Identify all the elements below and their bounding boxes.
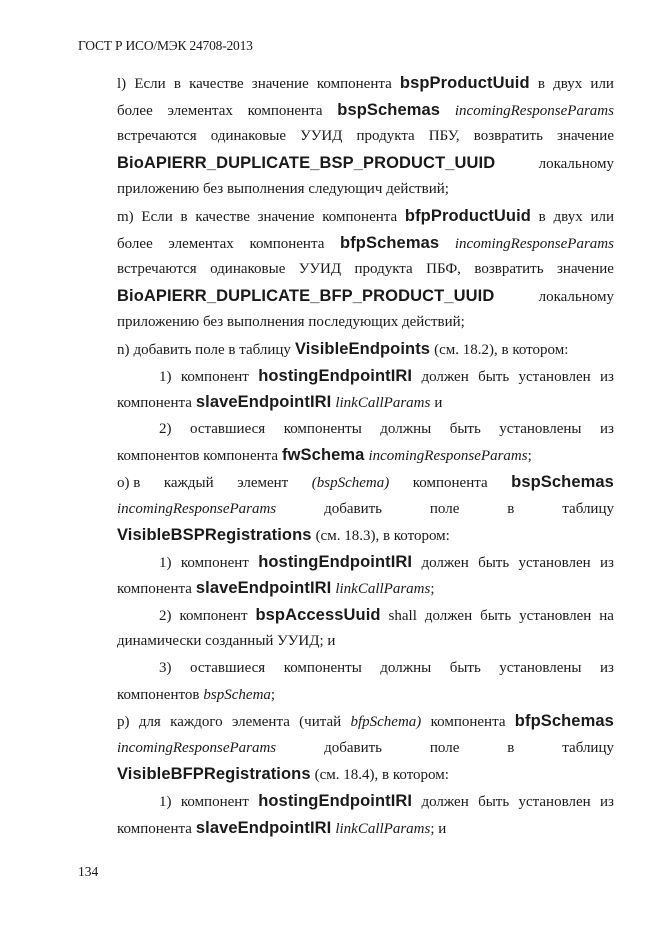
param-name: incomingResponseParams xyxy=(454,102,614,119)
text: компонента xyxy=(249,235,325,252)
identifier: bspProductUuid xyxy=(399,74,530,92)
text: из xyxy=(599,794,614,811)
text: должны xyxy=(380,420,432,437)
text: компонента xyxy=(322,208,398,225)
subitem-marker: 3) xyxy=(159,660,172,677)
subitem-marker: 1) xyxy=(159,794,172,811)
text: таблицу xyxy=(562,500,614,517)
item-n-line-1 xyxy=(117,336,614,363)
text: значение xyxy=(251,76,309,92)
section-reference: (см. 18.2), в котором: xyxy=(434,341,569,358)
identifier: bspSchemas xyxy=(337,100,441,119)
item-p-sub1-line-1 xyxy=(117,788,614,815)
text: ; xyxy=(527,448,532,465)
item-o-sub1-line-2 xyxy=(117,575,614,602)
item-marker: o) в xyxy=(117,474,141,491)
text: компоненты xyxy=(283,420,362,437)
item-n-sub1-line-1 xyxy=(117,363,614,390)
section-reference: (см. 18.4), в котором: xyxy=(314,767,449,784)
item-p-line-2 xyxy=(117,735,614,762)
text: продукта xyxy=(356,128,415,145)
text: компонент xyxy=(180,368,249,385)
text: ; и xyxy=(430,820,447,837)
text: элемента xyxy=(231,714,290,731)
text: должен xyxy=(424,607,473,624)
text: локальному xyxy=(538,155,614,172)
identifier: fwSchema xyxy=(282,446,365,465)
item-m-line-1 xyxy=(117,203,614,230)
item-l-line-4 xyxy=(117,150,614,177)
text: более xyxy=(117,102,153,119)
text: быть xyxy=(478,554,510,571)
item-o-sub2-line-2 xyxy=(117,628,614,655)
identifier: bspSchemas xyxy=(511,472,614,491)
text: быть xyxy=(449,660,481,677)
item-m-line-2 xyxy=(117,230,614,257)
text: Если xyxy=(141,208,173,225)
subitem-marker: 2) xyxy=(159,607,172,624)
item-l-line-3 xyxy=(117,123,614,150)
text: качестве xyxy=(189,76,244,92)
section-reference: (см. 18.3), в котором: xyxy=(315,528,450,545)
text: ; xyxy=(430,581,435,598)
text: добавить поле в таблицу xyxy=(133,341,291,358)
item-marker: l) xyxy=(117,76,127,92)
subitem-marker: 1) xyxy=(159,554,172,571)
text: компонент xyxy=(179,607,248,624)
text: элементах xyxy=(168,235,234,252)
text: динамически созданный УУИД; и xyxy=(117,633,336,650)
param-name: incomingResponseParams xyxy=(117,500,277,517)
text: компонентов компонента xyxy=(117,448,279,465)
text: оставшиеся xyxy=(190,660,266,677)
text: значение xyxy=(257,208,315,225)
item-p-line-1 xyxy=(117,708,614,735)
text: в xyxy=(538,208,546,225)
text: должен xyxy=(421,368,469,385)
item-p-line-3 xyxy=(117,761,614,788)
identifier: hostingEndpointIRI xyxy=(258,366,413,385)
item-m-line-4 xyxy=(117,283,614,310)
text: быть xyxy=(449,420,481,437)
item-l-line-2 xyxy=(117,97,614,124)
text: УУИД xyxy=(300,128,343,145)
item-marker: m) xyxy=(117,208,134,225)
text: должен xyxy=(421,554,469,571)
identifier: bspAccessUuid xyxy=(255,605,381,624)
text: ПБУ, xyxy=(428,128,460,145)
text: для xyxy=(138,714,161,731)
item-o-sub3-line-1 xyxy=(117,655,614,682)
subitem-marker: 1) xyxy=(159,368,172,385)
text: поле xyxy=(429,500,460,517)
text: таблицу xyxy=(562,739,614,756)
text: или xyxy=(590,76,614,92)
item-marker: p) xyxy=(117,714,130,731)
text: приложению без выполнения следующич действий; xyxy=(117,181,449,198)
text: в xyxy=(507,500,515,517)
item-n-sub1-line-2 xyxy=(117,389,614,416)
text: или xyxy=(590,208,614,225)
param-name: linkCallParams xyxy=(335,581,431,598)
text: установлен xyxy=(518,368,591,385)
text: добавить xyxy=(324,500,382,517)
identifier: bfpSchemas xyxy=(514,712,614,731)
text: более xyxy=(117,235,153,252)
table-name: VisibleEndpoints xyxy=(294,339,431,358)
text: значение xyxy=(557,261,614,278)
text: ; xyxy=(270,686,276,703)
text: добавить xyxy=(324,739,382,756)
text: элемент xyxy=(237,474,289,491)
text: из xyxy=(599,368,614,385)
item-o-line-2 xyxy=(117,496,614,523)
error-code: BioAPIERR_DUPLICATE_BFP_PRODUCT_UUID xyxy=(117,286,495,305)
text: компонента xyxy=(430,714,506,731)
text: shall xyxy=(388,607,417,624)
text: из xyxy=(600,420,614,437)
text: компонент xyxy=(180,554,249,571)
text: быть xyxy=(478,794,510,811)
param-name: bfpSchema) xyxy=(350,714,422,731)
item-p-sub1-line-2 xyxy=(117,815,614,842)
text: локальному xyxy=(538,288,614,305)
text: компонента xyxy=(117,820,192,837)
text: должен xyxy=(421,794,469,811)
identifier: hostingEndpointIRI xyxy=(258,792,413,811)
text: в xyxy=(507,739,515,756)
text: возвратить xyxy=(473,128,543,145)
text: каждый xyxy=(163,474,214,491)
text: из xyxy=(599,554,614,571)
param-name: linkCallParams xyxy=(335,820,431,837)
text: быть xyxy=(478,368,510,385)
item-l-line-1 xyxy=(117,70,614,97)
text: двух xyxy=(553,76,583,92)
text: приложению без выполнения последующих действий; xyxy=(117,314,465,331)
text: встречаются xyxy=(117,261,197,278)
text: качестве xyxy=(195,208,250,225)
table-name: VisibleBFPRegistrations xyxy=(117,765,311,784)
item-o-sub1-line-1 xyxy=(117,549,614,576)
param-name: bspSchema xyxy=(203,686,271,703)
text: продукта xyxy=(354,261,413,278)
text: (читай xyxy=(299,714,342,731)
item-o-line-3 xyxy=(117,522,614,549)
text: элементах xyxy=(167,102,233,119)
text: из xyxy=(600,660,614,677)
text: компоненты xyxy=(283,660,362,677)
text: в xyxy=(537,76,545,92)
table-name: VisibleBSPRegistrations xyxy=(117,526,312,545)
param-name: incomingResponseParams xyxy=(368,448,528,465)
text: Если xyxy=(134,76,166,92)
text: и xyxy=(434,395,443,412)
text: установлен xyxy=(518,794,591,811)
text: компонента xyxy=(316,76,392,92)
identifier: bfpProductUuid xyxy=(404,206,531,225)
identifier: slaveEndpointIRI xyxy=(195,393,332,412)
item-m-line-3 xyxy=(117,256,614,283)
item-n-sub2-line-1 xyxy=(117,416,614,443)
text: УУИД xyxy=(298,261,342,278)
item-o-sub2-line-1 xyxy=(117,602,614,629)
text: компонента xyxy=(247,102,323,119)
identifier: slaveEndpointIRI xyxy=(195,579,332,598)
param-name: linkCallParams xyxy=(335,395,431,412)
item-marker: n) xyxy=(117,341,130,358)
item-m-line-5 xyxy=(117,309,614,336)
text: встречаются xyxy=(117,128,197,145)
text: ПБФ, xyxy=(426,261,461,278)
param-name: incomingResponseParams xyxy=(454,235,614,252)
text: быть xyxy=(480,607,512,624)
item-n-sub2-line-2 xyxy=(117,442,614,469)
page-number: 134 xyxy=(78,864,99,879)
text: поле xyxy=(429,739,460,756)
error-code: BioAPIERR_DUPLICATE_BSP_PRODUCT_UUID xyxy=(117,153,496,172)
text: должны xyxy=(380,660,432,677)
text: двух xyxy=(553,208,583,225)
text: установлен xyxy=(518,554,591,571)
text: установлены xyxy=(499,660,582,677)
identifier: hostingEndpointIRI xyxy=(258,552,413,571)
item-l-line-5 xyxy=(117,176,614,203)
text: компонентов xyxy=(117,686,200,703)
text: в xyxy=(173,76,181,92)
item-o-sub3-line-2 xyxy=(117,682,614,709)
identifier: bfpSchemas xyxy=(340,233,440,252)
text: каждого xyxy=(170,714,223,731)
text: установлен xyxy=(519,607,592,624)
text: компонента xyxy=(412,474,488,491)
text: оставшиеся xyxy=(190,420,266,437)
text: установлены xyxy=(499,420,582,437)
text: компонент xyxy=(180,794,249,811)
identifier: slaveEndpointIRI xyxy=(195,818,332,837)
text: на xyxy=(599,607,614,624)
param-name: (bspSchema) xyxy=(311,474,390,491)
text: в xyxy=(180,208,188,225)
param-name: incomingResponseParams xyxy=(117,739,277,756)
document-body xyxy=(117,70,614,841)
text: значение xyxy=(557,128,614,145)
item-o-line-1 xyxy=(117,469,614,496)
subitem-marker: 2) xyxy=(159,420,172,437)
text: одинаковые xyxy=(210,128,287,145)
text: компонента xyxy=(117,395,192,412)
document-header: ГОСТ Р ИСО/МЭК 24708-2013 xyxy=(78,38,253,53)
text: компонента xyxy=(117,581,192,598)
text: одинаковые xyxy=(210,261,286,278)
text: возвратить xyxy=(474,261,544,278)
